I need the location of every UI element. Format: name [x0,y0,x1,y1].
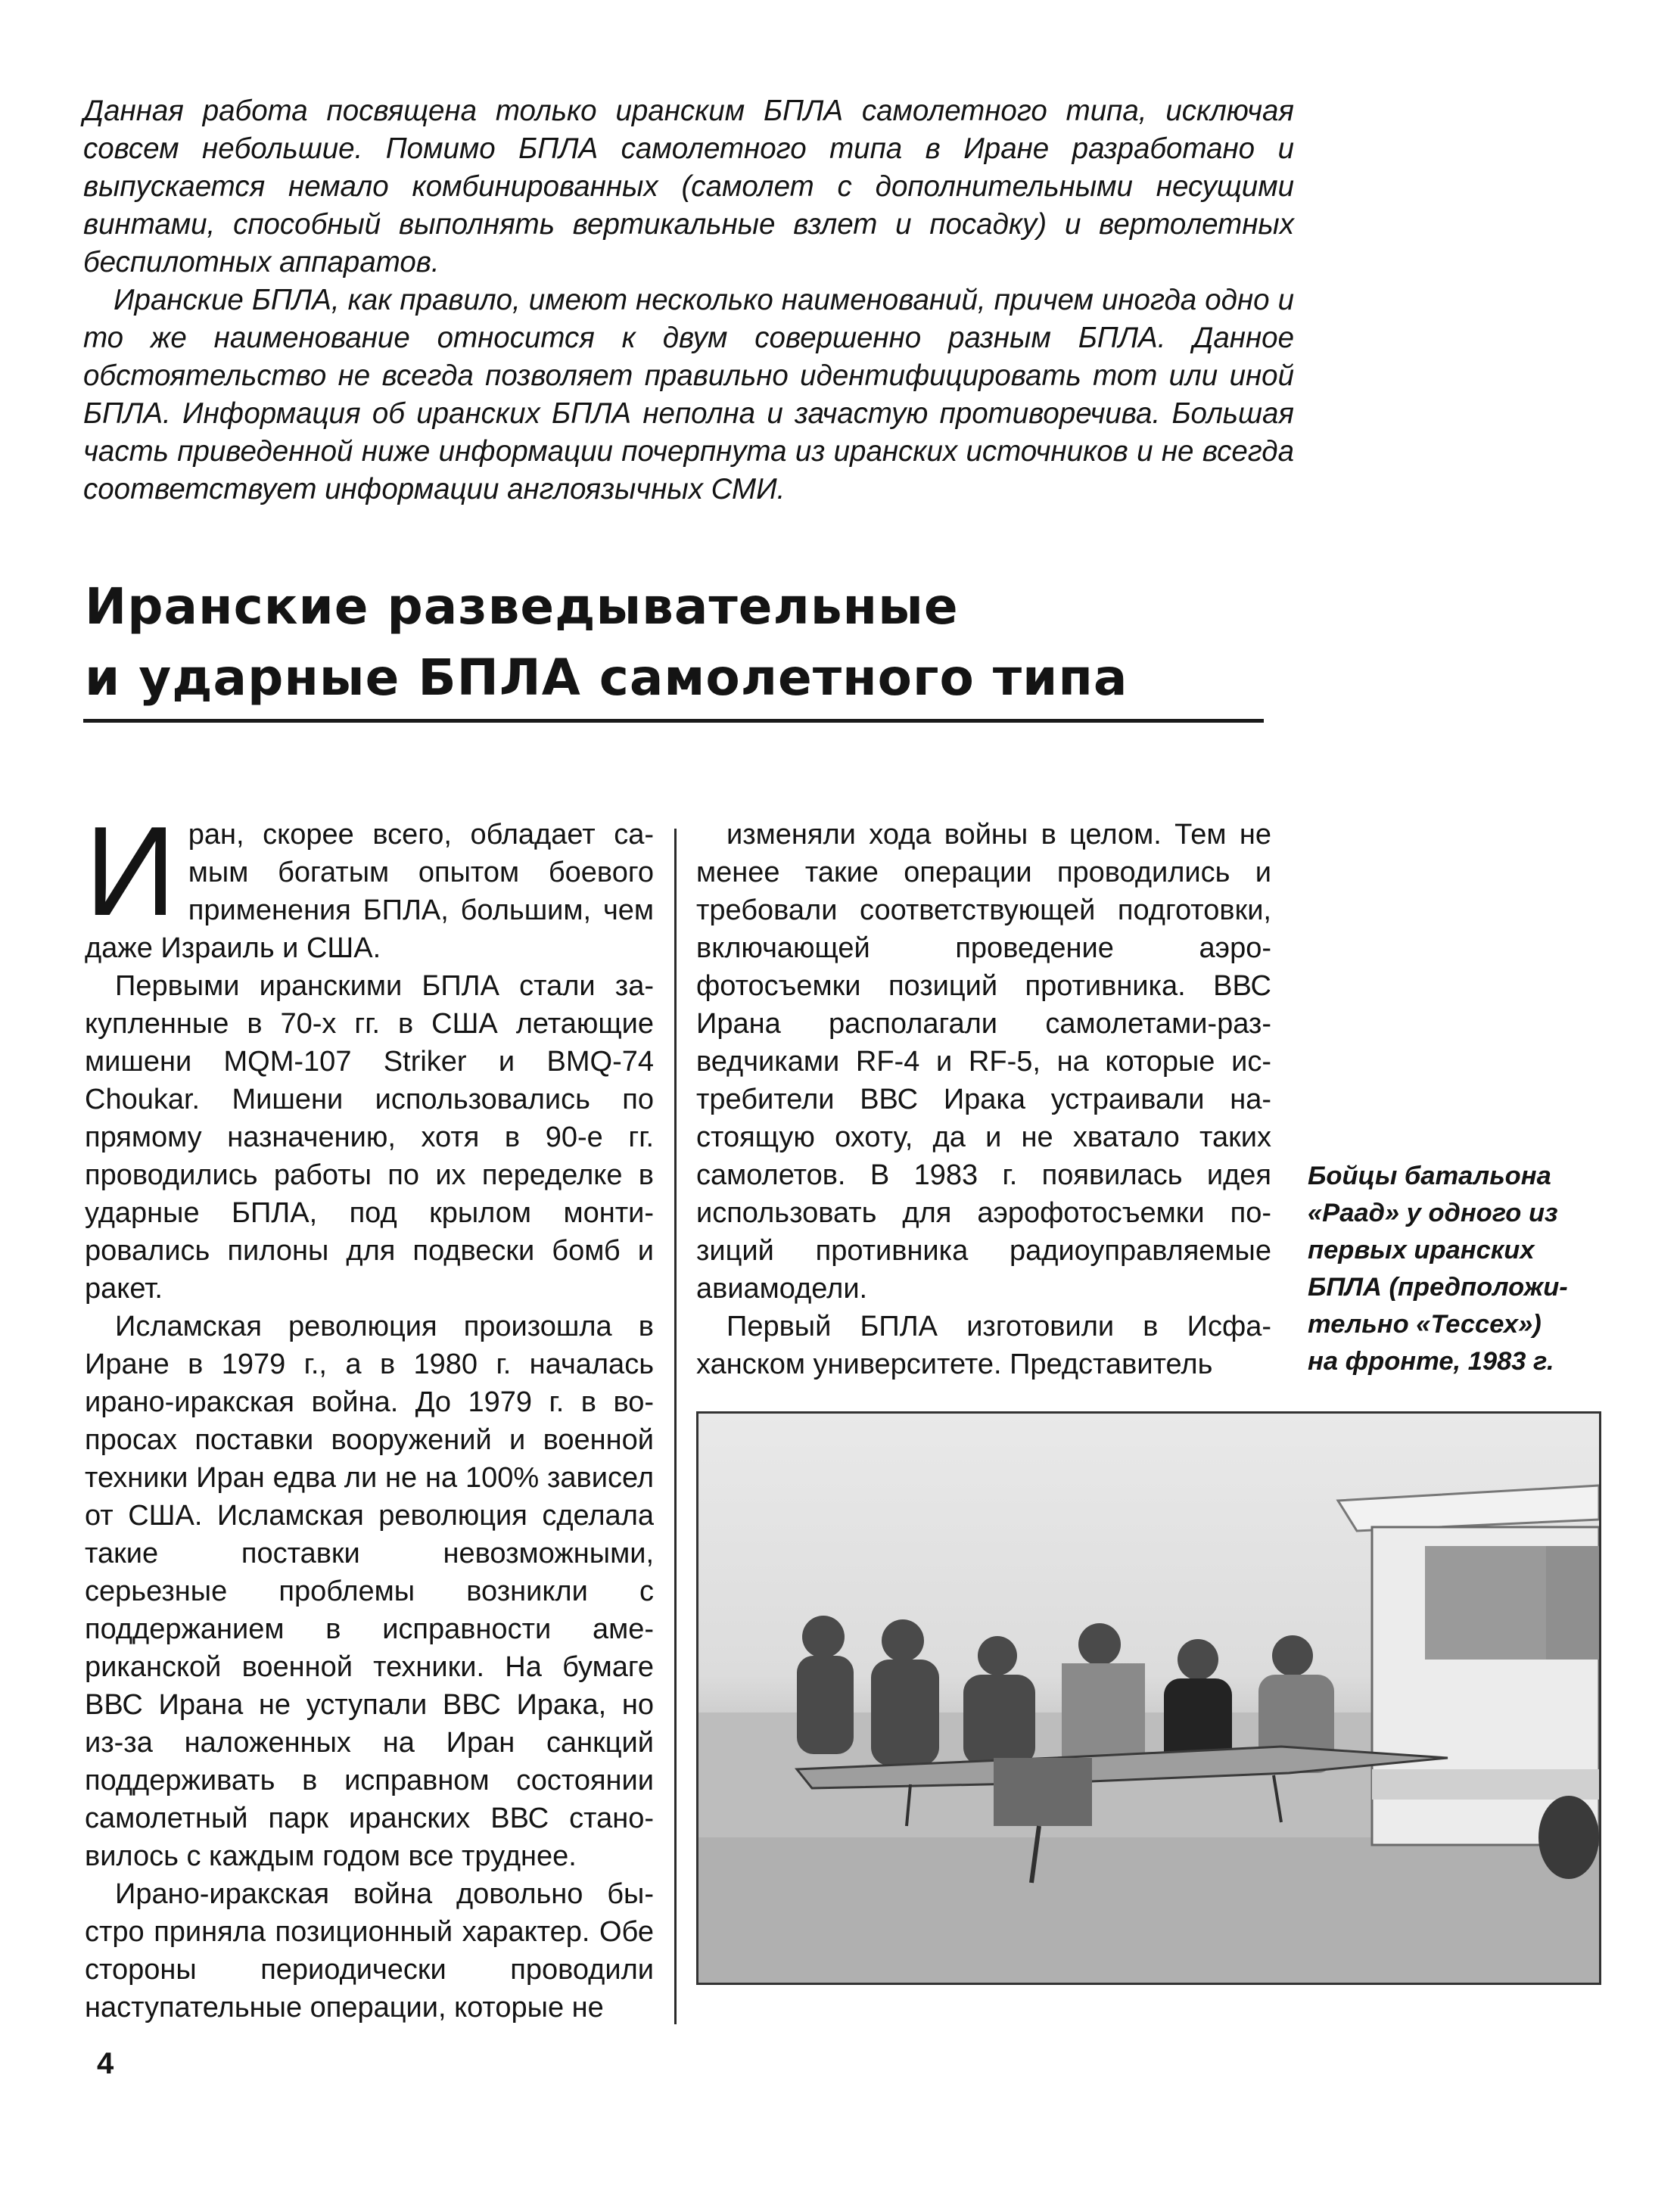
section-heading-line: и ударные БПЛА самолетного типа [85,649,1128,707]
article-paragraph: изменяли хода войны в целом. Тем не менее такие операции проводились и требовали соответствующей подготовки, включающей проведение аэрофотосъемки позиций противника. ВВС Ирана располагали самолетами-разведчиками RF-4 и RF-5, на которые истребители ВВС Ирака устраивали настоящую охоту, да и не хватало таких самолетов. В 1983 г. появилась идея использовать для аэрофотосъемки позиций противника радиоуправляемые авиамодели. [696,819,1271,1305]
drop-cap: И [85,800,176,942]
intro-block [83,92,1294,509]
photo-caption: Бойцы батальона «Раад» у одного из первых иранских БПЛА (предположи- тельно «Тессех») на фронте, 1983 г. [1308,1162,1568,1376]
section-heading [85,571,1265,714]
van-illustration [1338,1485,1599,1879]
article-paragraph: Ирано-иракская война довольно быстро приняла позиционный характер. Обе стороны периодически проводили наступательные операции, которые не [85,1878,654,2024]
intro-paragraph: Иранские БПЛА, как правило, имеют несколько наименований, причем иногда одно и то же наименование относится к двум совершенно разным БПЛА. Данное обстоятельство не всегда позволяет правильно идентифицировать тот или иной БПЛА. Информация об иранских БПЛА неполна и зачастую противоречива. Большая часть приведенной ниже информации почерпнута из иранских источников и не всегда соответствует информации англоязычных СМИ. [83,284,1294,506]
article-paragraph: Первый БПЛА изготовили в Исфаханском университете. Представитель [696,1311,1271,1380]
photo-illustration [698,1414,1599,1983]
heading-rule [83,719,1264,723]
intro-paragraph: Данная работа посвящена только иранским БПЛА самолетного типа, исключая совсем небольшие. Помимо БПЛА самолетного типа в Иране разработано и выпускается немало комбинированных (самолет с дополнительными несущими винтами, способный выполнять вертикальные взлет и посадку) и вертолетных беспилотных аппаратов. [83,95,1294,278]
article-paragraph-text: ран, скорее всего, обладает самым богатым опытом боевого применения БПЛА, большим, чем даже Израиль и США. [85,819,654,964]
photo-soldiers-with-uav [696,1411,1601,1985]
column-divider [674,829,677,2024]
article-paragraph: Исламская революция произошла в Иране в 1979 г., а в 1980 г. началась ирано-иракская война. До 1979 г. в вопросах поставки вооружений и военной техники Иран едва ли не на 100% зависел от США. Исламская революция сделала такие поставки невозможными, серьезные проблемы возникли с поддержанием в исправности американской военной техники. На бумаге ВВС Ирана не уступали ВВС Ирака, но из-за наложенных на Иран санкций поддерживать в исправном состоянии самолетный парк иранских ВВС становилось с каждым годом все труднее. [85,1311,654,1872]
page-number: 4 [97,2047,114,2080]
article-column-left [85,800,654,2027]
article-paragraph [85,800,654,967]
article-column-middle [696,816,1271,1383]
section-heading-line: Иранские разведывательные [85,577,959,636]
article-paragraph: Первыми иранскими БПЛА стали закупленные в 70-х гг. в США летающие мишени MQM-107 Striker и BMQ-74 Choukar. Мишени использовались по прямому назначению, хотя в 90-е гг. проводились работы по их переделке в ударные БПЛА, под крылом монтировались пилоны для подвески бомб и ракет. [85,970,654,1305]
